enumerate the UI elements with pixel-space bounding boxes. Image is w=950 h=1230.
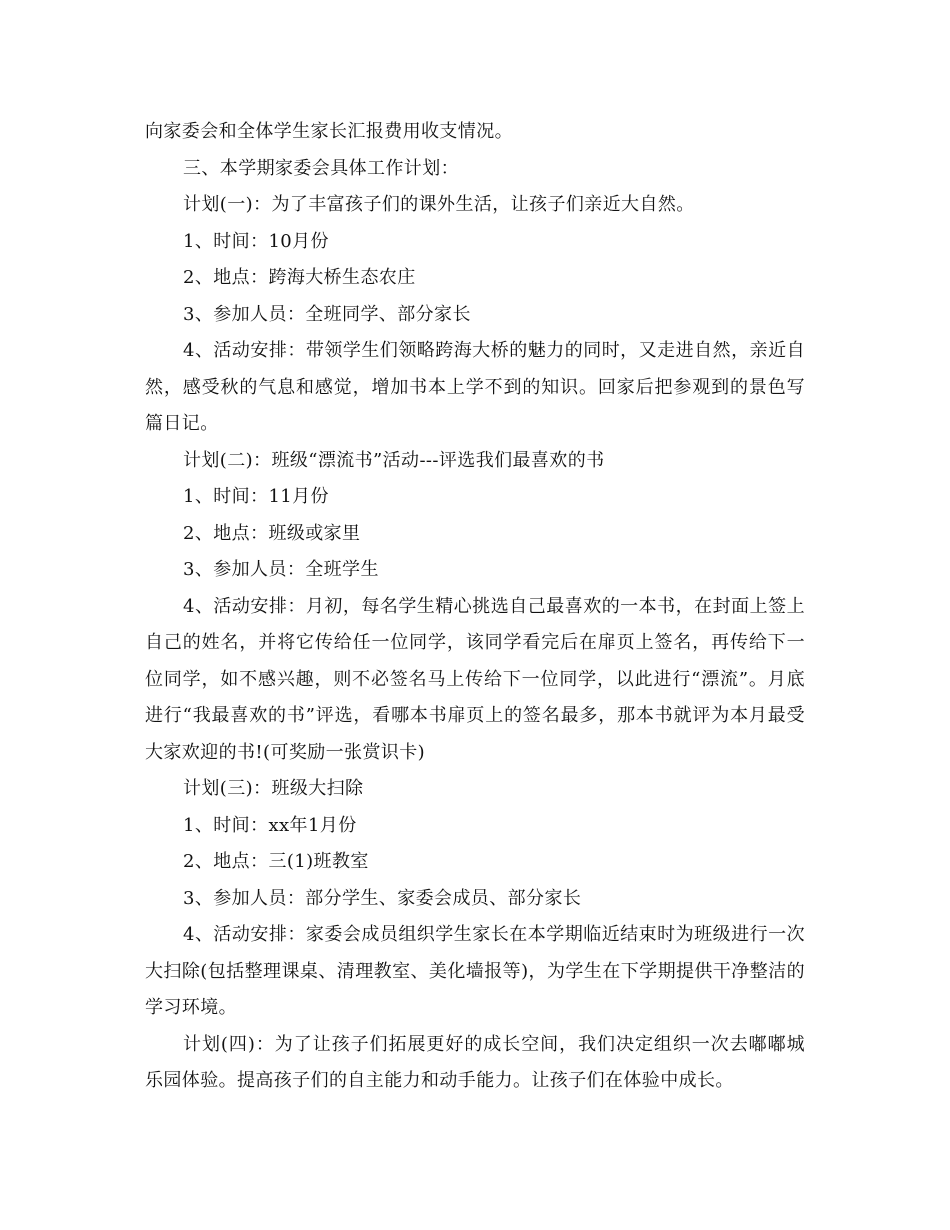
plan-3-participants: 3、参加人员：部分学生、家委会成员、部分家长: [183, 887, 582, 909]
plan-2-location: 2、地点：班级或家里: [183, 522, 361, 544]
plan-3-title: 计划(三)：班级大扫除: [183, 778, 364, 799]
plan-1-location: 2、地点：跨海大桥生态农庄: [183, 267, 416, 288]
paragraph-continuation: 向家委会和全体学生家长汇报费用收支情况。: [145, 121, 513, 142]
plan-4-title: 计划(四)：为了让孩子们拓展更好的成长空间，我们决定组织一次去嘟嘟城乐园体验。提高孩子们的自主能力和动手能力。让孩子们在体验中成长。: [145, 1033, 805, 1091]
plan-2-time: 1、时间：11月份: [183, 486, 329, 507]
section-heading: 三、本学期家委会具体工作计划：: [183, 157, 459, 179]
plan-1-arrangement: 4、活动安排：带领学生们领略跨海大桥的魅力的同时，又走进自然，亲近自然，感受秋的气息和感觉，增加书本上学不到的知识。回家后把参观到的景色写篇日记。: [145, 340, 805, 434]
plan-3-location: 2、地点：三(1)班教室: [183, 851, 369, 872]
plan-1-participants: 3、参加人员：全班同学、部分家长: [183, 303, 471, 325]
plan-2-participants: 3、参加人员：全班学生: [183, 559, 379, 580]
plan-2-arrangement: 4、活动安排：月初，每名学生精心挑选自己最喜欢的一本书，在封面上签上自己的姓名，并将它传给任一位同学，该同学看完后在扉页上签名，再传给下一位同学，如不感兴趣，则不必签名马上传给下一位同学，以此进行“漂流”。月底进行“我最喜欢的书”评选，看哪本书扉页上的签名最多，那本书就评为本月最受大家欢迎的书!(可奖励一张赏识卡): [145, 595, 805, 763]
plan-2-title: 计划(二)：班级“漂流书”活动---评选我们最喜欢的书: [183, 449, 605, 471]
plan-1-time: 1、时间：10月份: [183, 230, 329, 252]
plan-1-title: 计划(一)：为了丰富孩子们的课外生活，让孩子们亲近大自然。: [183, 194, 695, 215]
plan-3-time: 1、时间：xx年1月份: [183, 814, 357, 836]
plan-3-arrangement: 4、活动安排：家委会成员组织学生家长在本学期临近结束时为班级进行一次大扫除(包括整理课桌、清理教室、美化墙报等)，为学生在下学期提供干净整洁的学习环境。: [145, 924, 805, 1018]
document-body: [145, 114, 805, 1100]
